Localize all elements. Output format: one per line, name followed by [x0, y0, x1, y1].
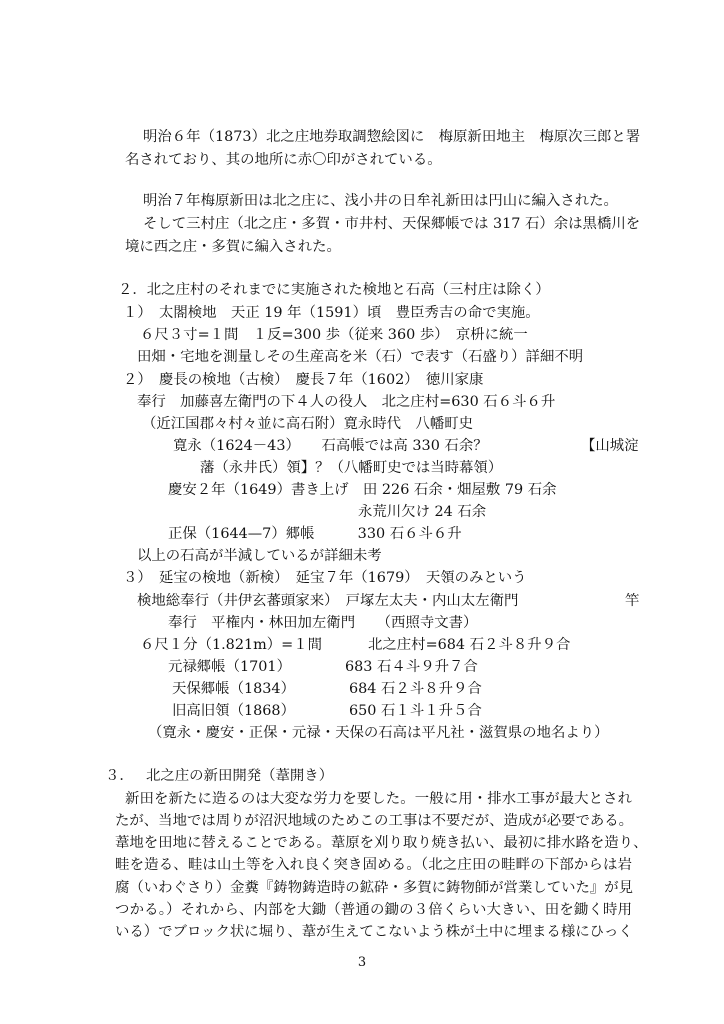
intro-line: そして三村庄（北之庄・多賀・市井村、天保郷帳では 317 石）余は黒橋川を — [143, 216, 641, 232]
record-label: 天保郷帳（1834） — [172, 681, 295, 697]
intro-line: 明治６年（1873）北之庄地券取調惣絵図に 梅原新田地主 梅原次三郎と署 — [143, 129, 641, 145]
taiko-survey-line: 田畑・宅地を測量しその生産高を米（石）で表す（石盛り）詳細不明 — [137, 349, 584, 365]
keian-record: 慶安２年（1649）書き上げ 田 226 石余・畑屋敷 79 石余 — [168, 482, 557, 498]
keicho-survey-line: 奉行 加藤喜左衛門の下４人の役人 北之庄村=630 石６斗６升 — [137, 394, 556, 410]
kanei-record: 寛永（1624－43） 石高帳では高 330 石余？ — [173, 438, 488, 454]
page-number: 3 — [357, 955, 367, 970]
body-line: 葦地を田地に替えることである。葦原を刈り取り焼き払い、最初に排水路を造り、 — [115, 835, 648, 851]
section-3-title: 北之庄の新田開発（葦開き） — [146, 768, 334, 784]
records-source: （寛永・慶安・正保・元禄・天保の石高は平凡社・滋賀県の地名より） — [148, 725, 609, 741]
taiko-survey-heading: １） 太閤検地 天正 19 年（1591）頃 豊臣秀吉の命で実施。 — [123, 305, 540, 321]
enpo-survey-heading: ３） 延宝の検地（新検） 延宝７年（1679） 天領のみという — [123, 570, 527, 586]
taiko-survey-line: ６尺３寸=１間 １反=300 歩（従来 360 歩） 京枡に統一 — [140, 327, 528, 343]
record-label: 元禄郷帳（1701） — [168, 659, 291, 675]
enpo-magistrate-end: 竿 — [625, 593, 640, 609]
enpo-village-total: 北之庄村=684 石２斗８升９合 — [368, 637, 571, 653]
enpo-magistrate: 検地総奉行（井伊玄蕃頭家来） 戸塚左太夫・内山太左衛門 — [137, 593, 519, 609]
record-value: 684 石２斗８升９合 — [349, 681, 482, 697]
body-line: いる）でブロック状に堀り、葦が生えてこないよう株が土中に埋まる様にひっく — [115, 924, 633, 940]
kanei-note-start: 【山城淀 — [581, 438, 639, 454]
record-value: 683 石４斗９升７合 — [345, 659, 478, 675]
body-line: たが、当地では周りが沼沢地域のためこの工事は不要だが、造成が必要である。 — [115, 813, 634, 829]
intro-line: 境に西之庄・多賀に編入された。 — [125, 239, 341, 255]
kanei-note-end: 藩（永井氏）領】？（八幡町史では当時幕領） — [200, 460, 503, 476]
section-2-heading: ２．北之庄村のそれまでに実施された検地と石高（三村庄は除く） — [118, 282, 550, 298]
keicho-note: 以上の石高が半減しているが詳細未考 — [137, 548, 382, 564]
body-line: 腐（いわぐさり）金糞『鋳物鋳造時の鉱砕・多賀に鋳物師が営業していた』が見 — [115, 880, 634, 896]
intro-line: 名されており、其の地所に赤〇印がされている。 — [125, 152, 442, 168]
body-line: 畦を造る、畦は山土等を入れ良く突き固める。（北之庄田の畦畔の下部からは岩 — [115, 857, 632, 873]
shoho-record: 正保（1644—7）郷帳 330 石６斗６升 — [168, 526, 462, 542]
keicho-survey-heading: ２） 慶長の検地（古検） 慶長７年（1602） 徳川家康 — [123, 372, 484, 388]
record-label: 旧高旧領（1868） — [172, 703, 295, 719]
record-value: 650 石１斗１升５合 — [349, 703, 482, 719]
enpo-sao-magistrate: 奉行 平権内・林田加左衛門 （西照寺文書） — [168, 615, 478, 631]
body-line: つかる。）それから、内部を大鋤（普通の鋤の３倍くらい大きい、田を鋤く時用 — [115, 902, 632, 918]
body-line: 新田を新たに造るのは大変な労力を要した。一般に用・排水工事が最大とされ — [125, 791, 632, 807]
intro-line: 明治７年梅原新田は北之庄に、浅小井の日牟礼新田は円山に編入された。 — [143, 193, 618, 209]
section-3-number: ３． — [105, 768, 134, 784]
keian-extra: 永荒川欠け 24 石余 — [358, 504, 487, 520]
enpo-measure: ６尺１分（1.821m）=１間 — [140, 637, 323, 653]
keicho-survey-line: （近江国郡々村々並に高石附）寛永時代 八幡町史 — [142, 416, 473, 432]
